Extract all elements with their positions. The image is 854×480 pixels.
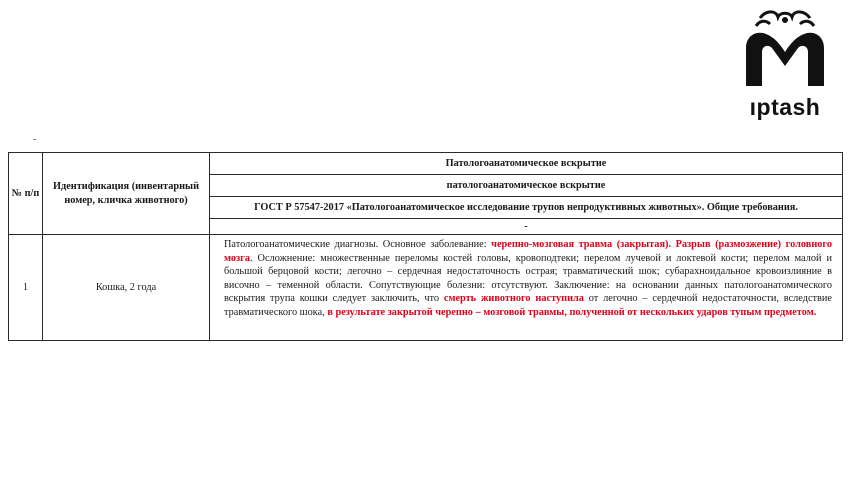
autopsy-table	[8, 152, 843, 341]
logo-m-icon	[730, 8, 840, 94]
diagnosis-highlight: в результате закрытой черепно – мозговой травмы, полученной от нескольких ударов тупым предметом.	[327, 306, 817, 318]
header-id-cell	[43, 153, 210, 235]
dash-mark: -	[33, 134, 37, 145]
header-num-cell	[9, 153, 43, 235]
header-standard: ГОСТ Р 57547-2017 «Патологоанатомическое исследование трупов непродуктивных животных». Общие требования.	[210, 197, 843, 219]
diagnosis-part: . Осложнение: множественные переломы костей головы, кровоподтеки; перелом лучевой и локтевой кости; перелом малой и большой берцовой кости; легочно – сердечная недостаточность острая; травматический шок; субарахноидальное кровоизлияние в височно – теменной области. Сопутствующие болезни: отсутствуют. Заключение: на основании данных патологоанатомического вскрытия трупа кошки следует заключить, что	[224, 252, 832, 305]
header-dash: -	[210, 219, 843, 235]
header-subtitle: патологоанатомическое вскрытие	[210, 175, 843, 197]
iptash-logo	[730, 8, 840, 120]
row-diagnosis	[210, 235, 843, 341]
diagnosis-part: Патологоанатомические диагнозы. Основное заболевание:	[224, 239, 492, 250]
diagnosis-highlight: черепно-мозговая травма (закрытая). Разрыв (размозжение) головного мозга	[224, 239, 832, 264]
diagnosis-highlight: смерть животного наступила	[443, 293, 584, 305]
logo-text: ıptash	[749, 94, 821, 120]
header-row-1	[9, 153, 843, 175]
header-id: Идентификация (инвентарный номер, кличка животного)	[52, 180, 200, 206]
row-num: 1	[9, 235, 43, 341]
diagnosis-part: от легочно – сердечной недостаточности, вследствие травматического шока,	[224, 293, 832, 318]
header-title: Патологоанатомическое вскрытие	[210, 153, 843, 175]
table-row	[9, 235, 843, 341]
row-animal: Кошка, 2 года	[43, 235, 210, 341]
header-num: № п/п	[11, 187, 40, 199]
